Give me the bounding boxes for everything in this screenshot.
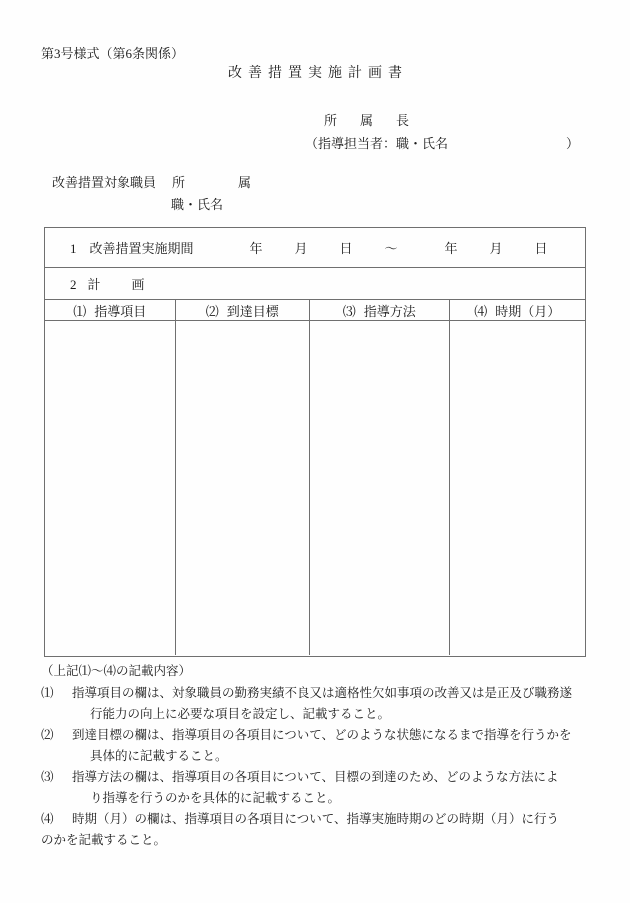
note-line-2: 具体的に記載すること。 (90, 749, 228, 763)
subject-affiliation-label: 所 属 (172, 175, 261, 190)
period-day-start: 日 (339, 241, 353, 256)
note-item-continuation (41, 704, 597, 725)
note-item-continuation (41, 788, 597, 809)
note-item-continuation (41, 830, 597, 851)
note-line-2: のかを記載すること。 (41, 833, 167, 847)
column-header-guidance-method (310, 300, 449, 320)
period-month-start: 月 (294, 241, 308, 256)
entry-cell-guidance-item[interactable] (45, 321, 176, 655)
note-line-2: 行能力の向上に必要な項目を設定し、記載すること。 (90, 707, 391, 721)
table-row-plan-heading (45, 268, 585, 300)
notes-title: （上記⑴～⑷の記載内容） (41, 664, 192, 678)
entry-cell-timing-month[interactable] (450, 321, 586, 655)
period-month-end: 月 (489, 241, 503, 256)
column-header-target-goal (176, 300, 311, 320)
period-row-number: 1 (70, 241, 77, 256)
plan-row-number: 2 (70, 277, 77, 292)
note-line-2: り指導を行うのかを具体的に記載すること。 (90, 791, 341, 805)
plan-row-label (45, 274, 154, 293)
note-item (41, 809, 597, 830)
entry-cell-target-goal[interactable] (176, 321, 311, 655)
form-number: 第3号様式（第6条関係） (41, 46, 185, 61)
note-number: ⑴ (41, 686, 54, 700)
subject-staff-label: 改善措置対象職員 (52, 175, 157, 190)
column-header-label: 指導項目 (94, 303, 147, 319)
table-body-row (45, 321, 585, 655)
period-row-label (45, 238, 580, 257)
column-header-number: ⑶ (342, 303, 356, 319)
addressee-contact-suffix: ） (566, 136, 580, 151)
column-header-number: ⑴ (73, 303, 87, 319)
note-line-1: 時期（月）の欄は、指導項目の各項目について、指導実施時期のどの時期（月）に行う (72, 812, 560, 826)
column-header-label: 到達目標 (226, 303, 279, 319)
note-number: ⑵ (41, 728, 54, 742)
note-item (41, 725, 597, 746)
note-line-1: 指導方法の欄は、指導項目の各項目について、目標の到達のため、どのような方法によ (72, 770, 559, 784)
note-line-1: 到達目標の欄は、指導項目の各項目について、どのような状態になるまで指導を行うかを (72, 728, 572, 742)
column-header-label: 時期（月） (495, 303, 561, 319)
column-header-guidance-item (45, 300, 176, 320)
note-item (41, 683, 597, 704)
addressee-contact-prefix: （指導担当者：職・氏名 (305, 136, 449, 151)
addressee-block (305, 110, 579, 155)
note-number: ⑶ (41, 770, 54, 784)
plan-row-text: 計 画 (87, 277, 154, 292)
addressee-title: 所 属 長 (324, 113, 415, 128)
notes-section (41, 661, 597, 851)
period-year-start: 年 (249, 241, 263, 256)
period-day-end: 日 (534, 241, 548, 256)
subject-name-label: 職・氏名 (171, 197, 224, 212)
subject-staff-name-line (52, 194, 260, 216)
addressee-contact-line (305, 133, 579, 155)
table-header-row (45, 300, 585, 321)
note-item-continuation (41, 746, 597, 767)
period-range-tilde: ～ (384, 241, 398, 256)
period-row-text: 改善措置実施期間 (89, 241, 194, 256)
period-year-end: 年 (444, 241, 458, 256)
note-number: ⑷ (41, 812, 54, 826)
column-header-number: ⑵ (205, 303, 219, 319)
note-line-1: 指導項目の欄は、対象職員の勤務実績不良又は適格性欠如事項の改善又は是正及び職務遂 (72, 686, 573, 700)
document-title: 改善措置実施計画書 (228, 66, 408, 81)
period-date-fields (250, 241, 580, 256)
subject-staff-affiliation-line (52, 172, 260, 194)
entry-cell-guidance-method[interactable] (310, 321, 449, 655)
column-header-number: ⑷ (474, 303, 488, 319)
note-item (41, 767, 597, 788)
subject-staff-block (52, 172, 260, 216)
plan-table (44, 227, 586, 657)
column-header-label: 指導方法 (363, 303, 416, 319)
column-header-timing-month (450, 300, 586, 320)
table-row-period (45, 228, 585, 268)
